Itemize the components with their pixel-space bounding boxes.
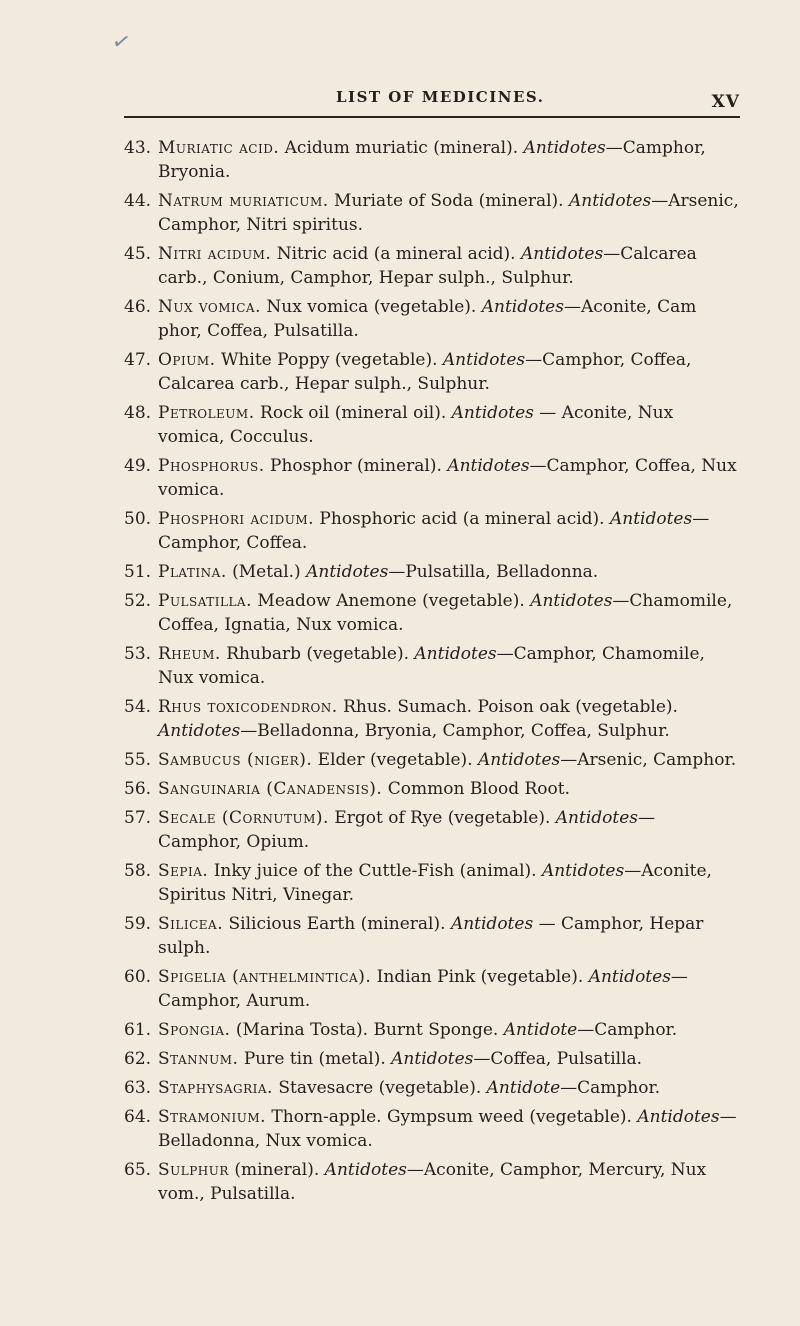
medicine-entry	[124, 806, 742, 854]
entry-number: 65.	[124, 1160, 152, 1180]
medicine-name: Rhus toxicodendron.	[158, 697, 338, 717]
medicine-entry	[124, 348, 742, 396]
medicine-name: Phosphorus.	[158, 456, 265, 476]
entry-number: 59.	[124, 914, 152, 934]
antidotes-label: Antidotes	[530, 591, 613, 611]
medicine-name: Sulphur	[158, 1160, 229, 1180]
antidotes-label: Antidote	[503, 1020, 578, 1040]
antidotes-label: Antidotes	[637, 1107, 720, 1127]
medicine-description: Stavesacre (vegetable).	[272, 1078, 487, 1098]
antidotes-list: —Arsenic, Camphor.	[560, 750, 737, 770]
antidotes-list: —Camphor, Coffea, Nux vomica.	[158, 456, 737, 500]
medicine-name: Nitri acidum.	[158, 244, 272, 264]
antidotes-label: Antidote	[486, 1078, 561, 1098]
medicine-entry	[124, 642, 742, 690]
medicine-entry	[124, 589, 742, 637]
medicine-entry	[124, 1158, 742, 1206]
medicine-entry	[124, 1018, 742, 1042]
entry-number: 54.	[124, 697, 152, 717]
medicine-entry	[124, 748, 742, 772]
medicine-description: Pure tin (metal).	[238, 1049, 392, 1069]
entry-number: 64.	[124, 1107, 152, 1127]
medicine-description: (Metal.)	[226, 562, 307, 582]
medicine-description: Rhus. Sumach. Poison oak (vegetable).	[337, 697, 678, 717]
antidotes-label: Antidotes	[450, 914, 534, 934]
medicine-description: Silicious Earth (mineral).	[223, 914, 451, 934]
medicine-description: Phosphor (mineral).	[264, 456, 448, 476]
medicine-name: Nux vomica.	[158, 297, 262, 317]
medicine-entry	[124, 1076, 742, 1100]
medicine-description: Rhubarb (vegetable).	[220, 644, 415, 664]
medicine-description: (Marina Tosta). Burnt Sponge.	[230, 1020, 504, 1040]
entry-number: 52.	[124, 591, 152, 611]
medicine-name: Staphysagria.	[158, 1078, 273, 1098]
medicine-name: Secale (Cornutum).	[158, 808, 329, 828]
entry-number: 61.	[124, 1020, 152, 1040]
entry-number: 62.	[124, 1049, 152, 1069]
antidotes-list: — Aconite, Nux vomica, Cocculus.	[158, 403, 674, 447]
medicine-name: Spigelia (anthelmintica).	[158, 967, 372, 987]
antidotes-label: Antidotes	[541, 861, 625, 881]
antidotes-list: —Aconite, Spiritus Nitri, Vinegar.	[158, 861, 712, 905]
antidotes-list: —Chamomile, Coffea, Ignatia, Nux vomica.	[158, 591, 733, 635]
medicine-name: Platina.	[158, 562, 227, 582]
antidotes-label: Antidotes	[447, 456, 530, 476]
medicine-description: White Poppy (vegetable).	[215, 350, 443, 370]
entry-number: 50.	[124, 509, 152, 529]
medicine-description: Nux vomica (vegetable).	[261, 297, 482, 317]
medicine-name: Spongia.	[158, 1020, 231, 1040]
medicine-entry	[124, 454, 742, 502]
medicine-description: Ergot of Rye (vegetable).	[328, 808, 556, 828]
medicine-description: Thorn-apple. Gympsum weed (vegetable).	[266, 1107, 638, 1127]
entry-number: 48.	[124, 403, 152, 423]
medicine-entry	[124, 136, 742, 184]
entry-number: 60.	[124, 967, 152, 987]
antidotes-list: —Aconite, Cam phor, Coffea, Pulsatilla.	[158, 297, 697, 341]
medicine-entry	[124, 401, 742, 449]
antidotes-list: —Aconite, Camphor, Mercury, Nux vom., Pulsatilla.	[158, 1160, 707, 1204]
antidotes-list: —Pulsatilla, Belladonna.	[388, 562, 599, 582]
entry-number: 53.	[124, 644, 152, 664]
medicine-entry	[124, 295, 742, 343]
medicine-description: (mineral).	[228, 1160, 325, 1180]
antidotes-list: — Camphor, Opium.	[158, 808, 656, 852]
header-rule	[124, 116, 740, 118]
medicine-description: Rock oil (mineral oil).	[254, 403, 452, 423]
entry-number: 57.	[124, 808, 152, 828]
medicine-entry	[124, 859, 742, 907]
medicine-description: Acidum muriatic (mineral).	[279, 138, 524, 158]
medicine-description: Common Blood Root.	[382, 779, 571, 799]
antidotes-list: —Belladonna, Bryonia, Camphor, Coffea, Sulphur.	[240, 721, 670, 741]
antidotes-label: Antidotes	[609, 509, 693, 529]
medicine-list	[124, 136, 742, 1211]
medicine-name: Sepia.	[158, 861, 209, 881]
entry-number: 51.	[124, 562, 152, 582]
antidotes-label: Antidotes	[306, 562, 389, 582]
medicine-name: Muriatic acid.	[158, 138, 280, 158]
antidotes-label: Antidotes	[478, 750, 561, 770]
antidotes-list: — Camphor, Coffea.	[158, 509, 710, 553]
medicine-entry	[124, 912, 742, 960]
medicine-name: Natrum muriaticum.	[158, 191, 329, 211]
antidotes-label: Antidotes	[451, 403, 534, 423]
antidotes-label: Antidotes	[324, 1160, 407, 1180]
medicine-name: Stannum.	[158, 1049, 239, 1069]
medicine-entry	[124, 695, 742, 743]
medicine-description: Elder (vegetable).	[312, 750, 478, 770]
antidotes-label: Antidotes	[523, 138, 606, 158]
antidotes-list: —Belladonna, Nux vomica.	[158, 1107, 737, 1151]
medicine-entry	[124, 189, 742, 237]
antidotes-label: Antidotes	[520, 244, 604, 264]
antidotes-list: —Calcarea carb., Conium, Camphor, Hepar sulph., Sulphur.	[158, 244, 697, 288]
medicine-description: Indian Pink (vegetable).	[371, 967, 589, 987]
antidotes-list: —Camphor, Coffea, Calcarea carb., Hepar sulph., Sulphur.	[158, 350, 692, 394]
entry-number: 44.	[124, 191, 152, 211]
medicine-name: Petroleum.	[158, 403, 255, 423]
medicine-name: Opium.	[158, 350, 216, 370]
page-header	[124, 88, 740, 114]
antidotes-list: —Camphor, Bryonia.	[158, 138, 706, 182]
medicine-name: Stramonium.	[158, 1107, 267, 1127]
entry-number: 55.	[124, 750, 152, 770]
entry-number: 43.	[124, 138, 152, 158]
antidotes-list: — Camphor, Aurum.	[158, 967, 688, 1011]
medicine-name: Sanguinaria (Canadensis).	[158, 779, 383, 799]
medicine-entry	[124, 1105, 742, 1153]
medicine-name: Pulsatilla.	[158, 591, 253, 611]
medicine-entry	[124, 507, 742, 555]
page-number: XV	[711, 92, 740, 112]
pencil-check-mark: ✓	[109, 28, 133, 57]
antidotes-list: —Camphor.	[560, 1078, 661, 1098]
medicine-entry	[124, 560, 742, 584]
entry-number: 49.	[124, 456, 152, 476]
medicine-description: Phosphoric acid (a mineral acid).	[314, 509, 610, 529]
medicine-entry	[124, 1047, 742, 1071]
antidotes-label: Antidotes	[481, 297, 564, 317]
medicine-description: Nitric acid (a mineral acid).	[271, 244, 521, 264]
medicine-name: Rheum.	[158, 644, 221, 664]
medicine-name: Sambucus (niger).	[158, 750, 313, 770]
entry-number: 47.	[124, 350, 152, 370]
medicine-description: Muriate of Soda (mineral).	[328, 191, 569, 211]
medicine-entry	[124, 965, 742, 1013]
entry-number: 45.	[124, 244, 152, 264]
medicine-description: Inky juice of the Cuttle-Fish (animal).	[208, 861, 542, 881]
antidotes-label: Antidotes	[555, 808, 639, 828]
antidotes-label: Antidotes	[588, 967, 671, 987]
antidotes-label: Antidotes	[158, 721, 241, 741]
antidotes-list: —Coffea, Pulsatilla.	[473, 1049, 643, 1069]
medicine-description: Meadow Anemone (vegetable).	[252, 591, 531, 611]
antidotes-label: Antidotes	[568, 191, 652, 211]
medicine-name: Silicea.	[158, 914, 224, 934]
running-title: LIST OF MEDICINES.	[336, 88, 545, 106]
antidotes-label: Antidotes	[442, 350, 526, 370]
entry-number: 63.	[124, 1078, 152, 1098]
antidotes-list: — Camphor, Hepar sulph.	[158, 914, 704, 958]
entry-number: 58.	[124, 861, 152, 881]
medicine-name: Phosphori acidum.	[158, 509, 315, 529]
antidotes-list: —Arsenic, Camphor, Nitri spiritus.	[158, 191, 739, 235]
entry-number: 46.	[124, 297, 152, 317]
medicine-entry	[124, 777, 742, 801]
antidotes-label: Antidotes	[414, 644, 497, 664]
entry-number: 56.	[124, 779, 152, 799]
antidotes-label: Antidotes	[391, 1049, 474, 1069]
medicine-entry	[124, 242, 742, 290]
antidotes-list: —Camphor, Chamomile, Nux vomica.	[158, 644, 705, 688]
antidotes-list: —Camphor.	[577, 1020, 678, 1040]
